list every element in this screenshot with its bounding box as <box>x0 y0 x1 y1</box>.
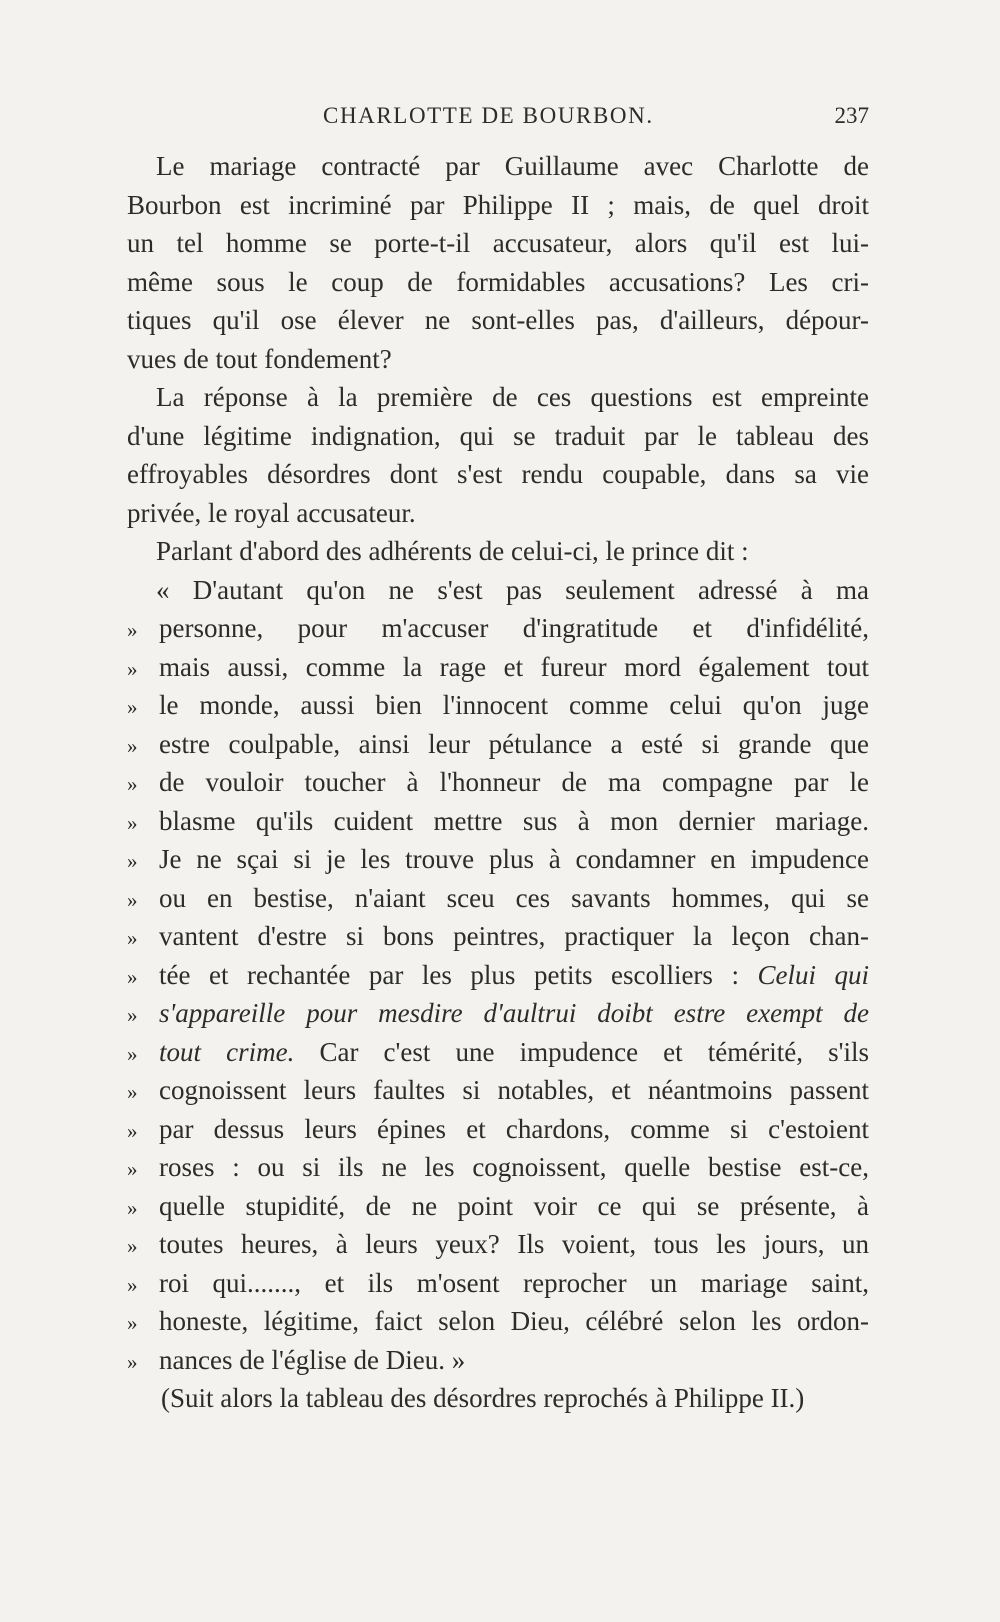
text-line: effroyables désordres dont s'est rendu coupable, dans sa vie <box>127 459 869 489</box>
guillemet: » <box>127 1003 138 1027</box>
quote-line: » quelle stupidité, de ne point voir ce qui se présente, à <box>127 1187 869 1226</box>
guillemet: » <box>127 810 138 835</box>
quote-line: « D'autant qu'on ne s'est pas seulement adressé à ma <box>156 574 869 605</box>
quote-line: » cognoissent leurs faultes si notables, et néantmoins passent <box>127 1071 869 1110</box>
quote-line: » nances de l'église de Dieu. » <box>127 1341 869 1380</box>
text-line: vues de tout fondement? <box>127 343 392 374</box>
guillemet: » <box>127 618 138 642</box>
guillemet: » <box>127 1311 138 1335</box>
guillemet: » <box>127 772 138 796</box>
guillemet: » <box>127 926 138 950</box>
quote-line: » toutes heures, à leurs yeux? Ils voient, tous les jours, un <box>127 1225 869 1264</box>
quote-line: » vantent d'estre si bons peintres, practiquer la leçon chan- <box>127 917 869 956</box>
guillemet: » <box>127 1195 138 1220</box>
guillemet: » <box>127 1157 138 1181</box>
guillemet: » <box>127 887 138 912</box>
italic-phrase: Celui qui <box>757 959 870 990</box>
guillemet: » <box>127 1272 138 1297</box>
quote-line: » blasme qu'ils cuident mettre sus à mon dernier mariage. <box>127 802 869 841</box>
italic-phrase: s'appareille pour mesdire d'aultrui doibt estre exempt de <box>159 998 869 1028</box>
page-header <box>127 103 869 139</box>
quote-line <box>127 994 869 1033</box>
quote-line: » Je ne sçai si je les trouve plus à condamner en impudence <box>127 840 869 879</box>
quote-line: » ou en bestise, n'aiant sceu ces savants hommes, qui se <box>127 879 869 918</box>
guillemet: » <box>127 733 138 758</box>
quote-line: » honeste, légitime, faict selon Dieu, célébré selon les ordon- <box>127 1302 869 1341</box>
closing-note: (Suit alors la tableau des désordres reprochés à Philippe II.) <box>161 1383 805 1413</box>
text-line: privée, le royal accusateur. <box>127 497 416 528</box>
guillemet: » <box>127 1080 138 1104</box>
page-number: 237 <box>834 103 869 128</box>
text-line: tiques qu'il ose élever ne sont-elles pas, d'ailleurs, dépour- <box>127 305 869 335</box>
guillemet: » <box>127 656 138 681</box>
body-text <box>127 147 869 1418</box>
quote-line: » roi qui......., et ils m'osent reprocher un mariage saint, <box>127 1264 869 1303</box>
quote-line: » par dessus leurs épines et chardons, comme si c'estoient <box>127 1110 869 1149</box>
guillemet: » <box>127 1118 138 1143</box>
quote-line: » estre coulpable, ainsi leur pétulance a esté si grande que <box>127 725 869 764</box>
quote-line: » tée et rechantée par les plus petits escolliers : Celui qui <box>127 956 869 995</box>
text-line: un tel homme se porte-t-il accusateur, alors qu'il est lui- <box>127 228 869 258</box>
text-line: Le mariage contracté par Guillaume avec Charlotte de <box>156 151 869 181</box>
guillemet: » <box>127 1041 138 1066</box>
text-line: d'une légitime indignation, qui se traduit par le tableau des <box>127 420 869 451</box>
running-title: CHARLOTTE DE BOURBON. <box>323 103 654 128</box>
text-line: même sous le coup de formidables accusations? Les cri- <box>127 266 869 297</box>
guillemet: » <box>127 849 138 873</box>
quote-line: » mais aussi, comme la rage et fureur mord également tout <box>127 648 869 687</box>
quote-line: » roses : ou si ils ne les cognoissent, quelle bestise est-ce, <box>127 1148 869 1187</box>
text-line: La réponse à la première de ces questions est empreinte <box>156 382 869 412</box>
text-line: Parlant d'abord des adhérents de celui-ci, le prince dit : <box>156 536 749 566</box>
guillemet: » <box>127 695 138 719</box>
quote-line: » de vouloir toucher à l'honneur de ma compagne par le <box>127 763 869 802</box>
guillemet: » <box>127 1234 138 1258</box>
guillemet: » <box>127 964 138 989</box>
quote-line: » tout crime. Car c'est une impudence et témérité, s'ils <box>127 1033 869 1072</box>
italic-phrase: tout crime. <box>159 1036 295 1067</box>
guillemet: » <box>127 1349 138 1374</box>
quote-line: » personne, pour m'accuser d'ingratitude et d'infidélité, <box>127 609 869 648</box>
text-line: Bourbon est incriminé par Philippe II ; mais, de quel droit <box>127 189 869 220</box>
quote-line: » le monde, aussi bien l'innocent comme celui qu'on juge <box>127 686 869 725</box>
